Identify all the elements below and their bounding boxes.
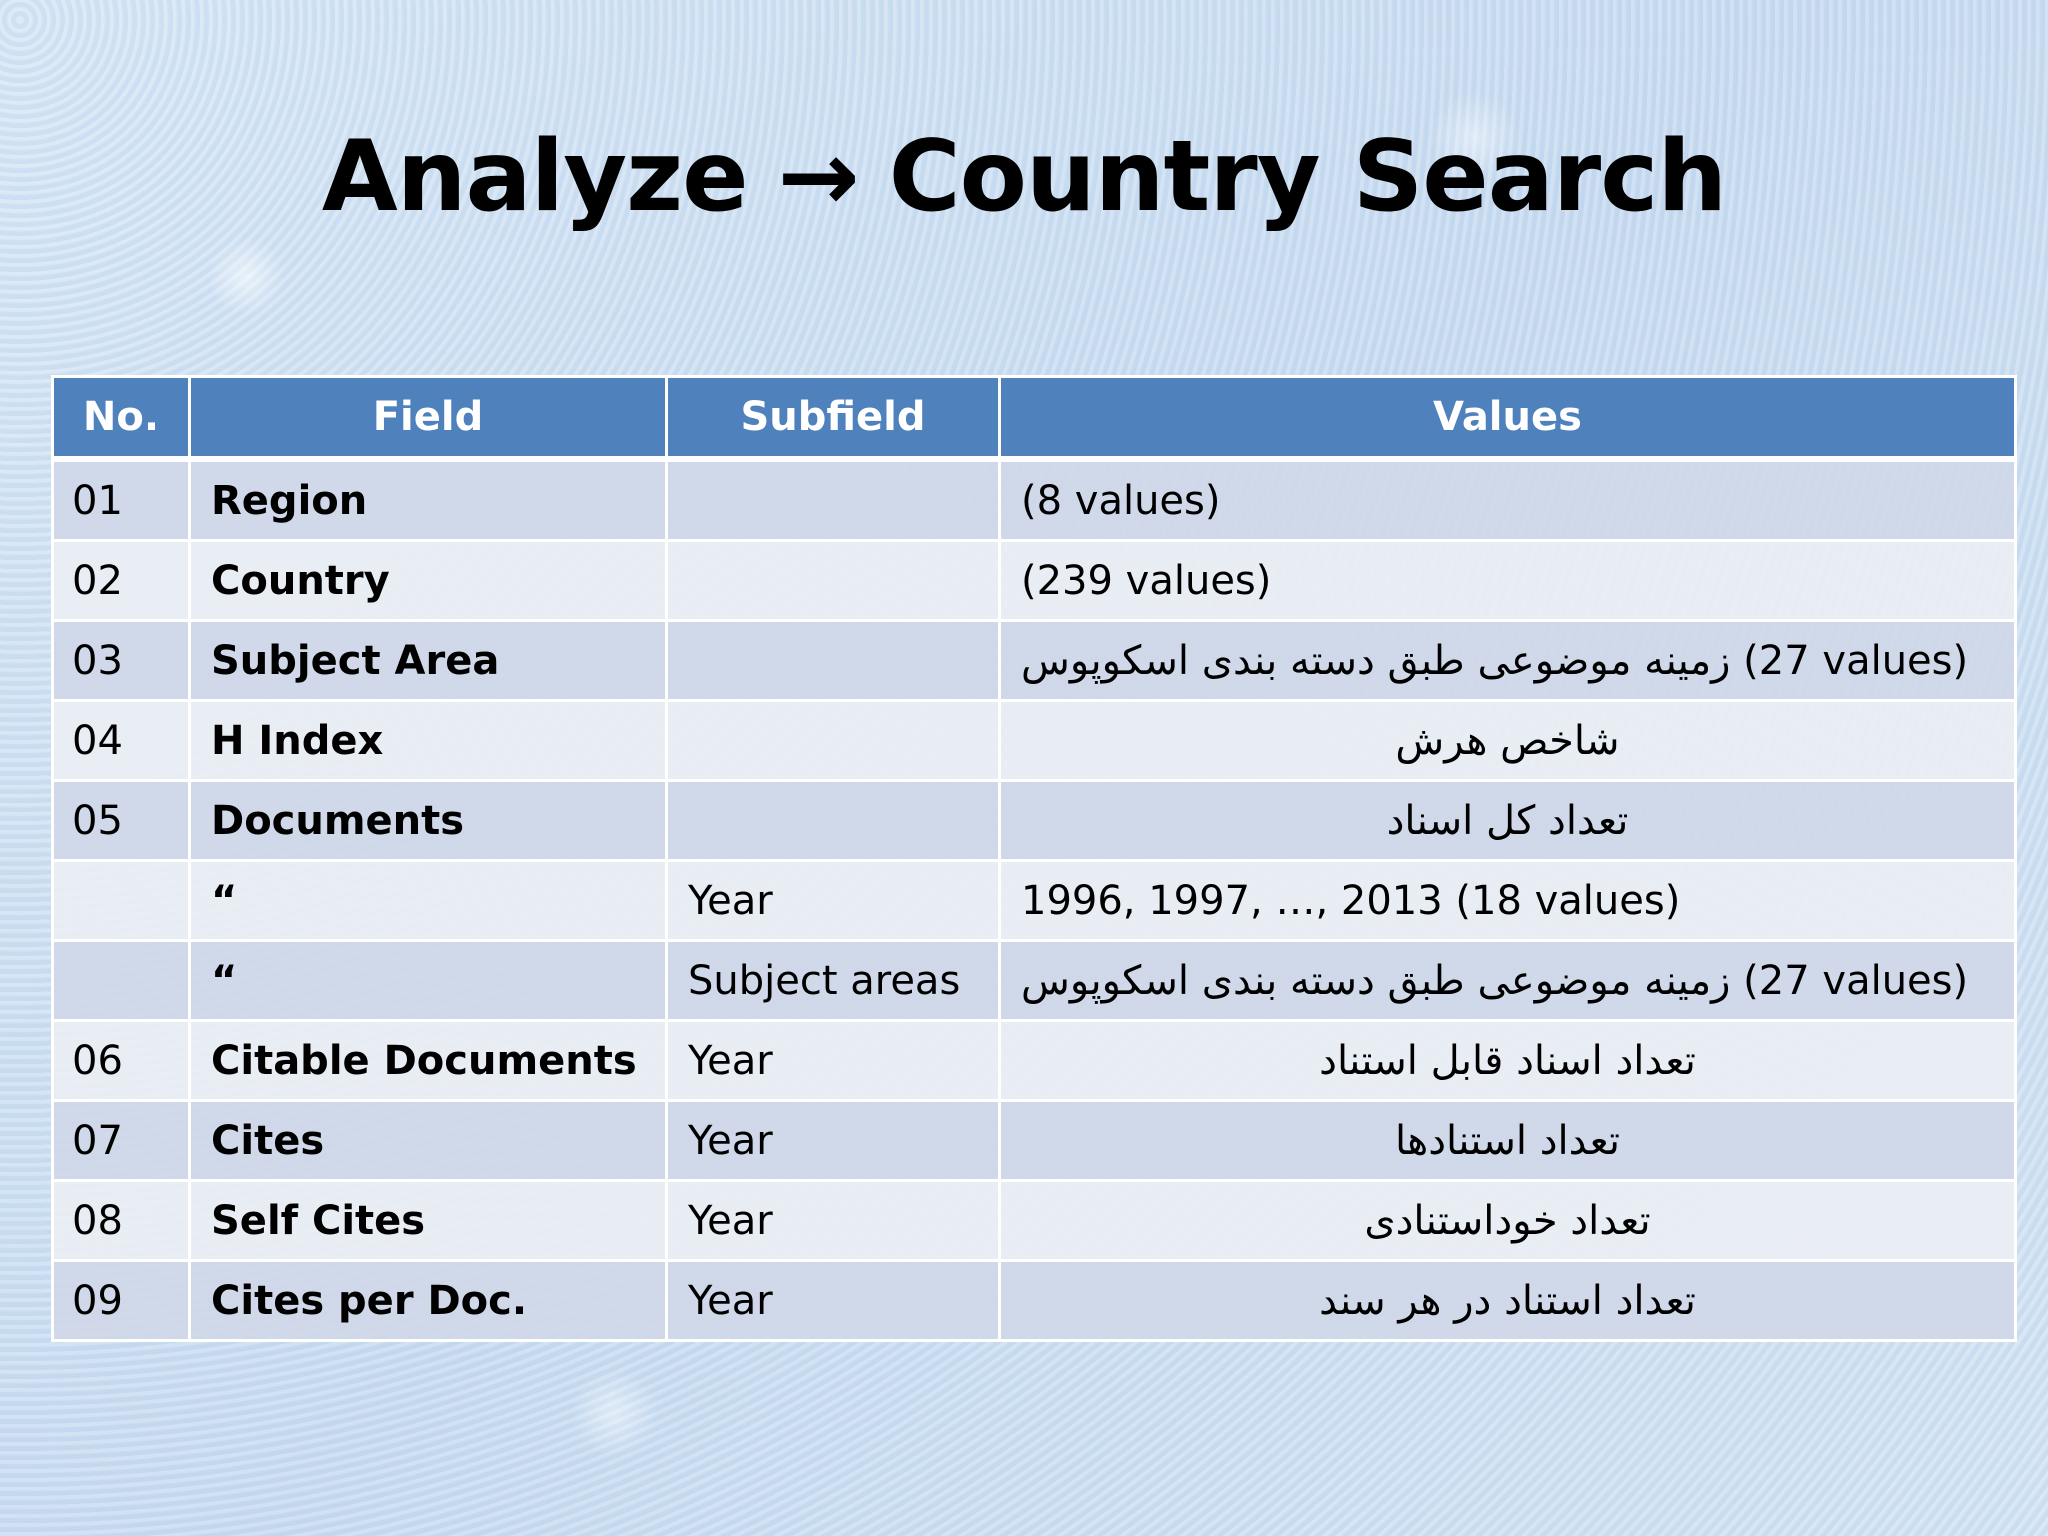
cell-subfield: Year: [667, 1101, 1000, 1181]
cell-field: Cites: [190, 1101, 667, 1181]
cell-field: Region: [190, 459, 667, 541]
table-row: [53, 861, 2016, 941]
cell-values: تعداد استناد در هر سند: [1000, 1261, 2016, 1341]
table-row: [53, 941, 2016, 1021]
cell-field: Self Cites: [190, 1181, 667, 1261]
header-no: No.: [53, 377, 190, 460]
cell-no: 05: [53, 781, 190, 861]
cell-values: تعداد خوداستنادی: [1000, 1181, 2016, 1261]
cell-subfield: [667, 621, 1000, 701]
cell-subfield: Year: [667, 1181, 1000, 1261]
cell-field: Cites per Doc.: [190, 1261, 667, 1341]
title-left: Analyze: [321, 120, 748, 234]
cell-field: Subject Area: [190, 621, 667, 701]
cell-no: 06: [53, 1021, 190, 1101]
header-field: Field: [190, 377, 667, 460]
cell-no: 07: [53, 1101, 190, 1181]
table-row: [53, 459, 2016, 541]
cell-subfield: Year: [667, 1021, 1000, 1101]
table-row: [53, 541, 2016, 621]
cell-field: Country: [190, 541, 667, 621]
table-row: [53, 621, 2016, 701]
cell-values: زمینه موضوعی طبق دسته بندی اسکوپوس (27 values): [1000, 621, 2016, 701]
slide-title: [0, 120, 2048, 234]
table-row: [53, 781, 2016, 861]
title-right: Country Search: [888, 120, 1727, 234]
cell-subfield: Subject areas: [667, 941, 1000, 1021]
cell-values: تعداد استنادها: [1000, 1101, 2016, 1181]
cell-values: (8 values): [1000, 459, 2016, 541]
cell-no: 04: [53, 701, 190, 781]
cell-no: [53, 861, 190, 941]
header-values: Values: [1000, 377, 2016, 460]
cell-field: Citable Documents: [190, 1021, 667, 1101]
table-row: [53, 1021, 2016, 1101]
cell-subfield: [667, 459, 1000, 541]
cell-subfield: [667, 541, 1000, 621]
arrow-right-icon: →: [777, 120, 859, 234]
cell-values: 1996, 1997, …, 2013 (18 values): [1000, 861, 2016, 941]
cell-no: 08: [53, 1181, 190, 1261]
cell-values: زمینه موضوعی طبق دسته بندی اسکوپوس (27 values): [1000, 941, 2016, 1021]
header-subfield: Subfield: [667, 377, 1000, 460]
cell-field: H Index: [190, 701, 667, 781]
cell-field: “: [190, 861, 667, 941]
cell-values: تعداد اسناد قابل استناد: [1000, 1021, 2016, 1101]
cell-values: شاخص هرش: [1000, 701, 2016, 781]
cell-no: [53, 941, 190, 1021]
cell-no: 01: [53, 459, 190, 541]
table-row: [53, 1261, 2016, 1341]
table-row: [53, 1181, 2016, 1261]
cell-no: 02: [53, 541, 190, 621]
cell-field: “: [190, 941, 667, 1021]
cell-subfield: [667, 701, 1000, 781]
cell-values: (239 values): [1000, 541, 2016, 621]
table-header-row: [53, 377, 2016, 460]
cell-no: 09: [53, 1261, 190, 1341]
table-row: [53, 1101, 2016, 1181]
table-row: [53, 701, 2016, 781]
cell-subfield: Year: [667, 1261, 1000, 1341]
cell-subfield: Year: [667, 861, 1000, 941]
cell-subfield: [667, 781, 1000, 861]
cell-values: تعداد کل اسناد: [1000, 781, 2016, 861]
fields-table: [51, 375, 2017, 1342]
cell-no: 03: [53, 621, 190, 701]
cell-field: Documents: [190, 781, 667, 861]
